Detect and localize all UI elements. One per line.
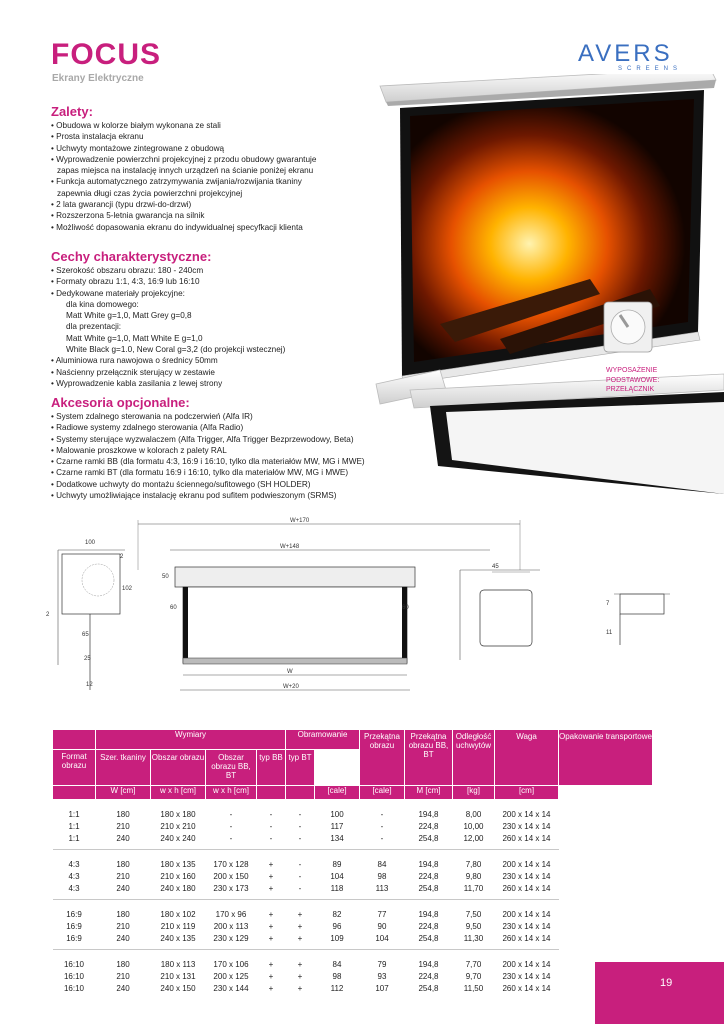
switch-caption: WYPOSAŻENIE PODSTAWOWE: PRZEŁĄCZNIK: [606, 367, 660, 393]
table-row: [53, 820, 653, 832]
table-cell: -: [380, 821, 384, 831]
dim-12: 12: [86, 682, 93, 688]
dim-w148: W+148: [280, 544, 300, 550]
table-cell: 12,00: [463, 833, 484, 843]
table-cell: 230 x 173: [213, 883, 249, 893]
table-cell: 230 x 14 x 14: [502, 821, 551, 831]
table-cell: 104: [375, 933, 389, 943]
table-cell: 16:9: [66, 933, 82, 943]
page-subtitle: Ekrany Elektryczne: [52, 73, 144, 84]
list-item: • Szerokość obszaru obrazu: 180 - 240cm: [51, 266, 204, 275]
table-cell: 84: [377, 859, 387, 869]
dim-50: 50: [162, 574, 169, 580]
unit: [cale]: [360, 786, 405, 800]
list-item: dla kina domowego:: [66, 299, 139, 309]
table-cell: 7,50: [465, 909, 482, 919]
table-cell: 200 x 113: [213, 921, 249, 931]
table-cell: -: [269, 809, 273, 819]
dim-25: 25: [84, 656, 91, 662]
table-cell: 230 x 129: [213, 933, 249, 943]
table-cell: -: [298, 871, 302, 881]
dim-2b: 2: [46, 612, 50, 618]
table-cell: 93: [377, 971, 387, 981]
table-cell: +: [268, 921, 274, 931]
table-cell: 1:1: [68, 821, 80, 831]
cechy-list: [51, 265, 285, 389]
table-cell: 194,8: [418, 909, 439, 919]
table-cell: 230 x 14 x 14: [502, 871, 551, 881]
unit: [kg]: [453, 786, 495, 800]
table-cell: 9,70: [465, 971, 482, 981]
table-cell: 100: [330, 809, 344, 819]
list-item: • Możliwość dopasowania ekranu do indywidualnej specyfkacji klienta: [51, 222, 303, 232]
table-cell: 254,8: [418, 983, 439, 993]
table-cell: 260 x 14 x 14: [502, 983, 551, 993]
table-cell: +: [268, 871, 274, 881]
cechy-heading: Cechy charakterystyczne:: [51, 249, 212, 264]
dim-11: 11: [606, 630, 613, 636]
list-item: • Uchwyty umożliwiające instalację ekranu pod sufitem podwieszonym (SRMS): [51, 491, 337, 501]
table-cell: 4:3: [68, 859, 80, 869]
list-item: • Prosta instalacja ekranu: [51, 132, 144, 142]
table-cell: 200 x 14 x 14: [502, 959, 551, 969]
table-cell: 240 x 180: [160, 883, 196, 893]
table-cell: 210: [116, 821, 130, 831]
table-cell: 240: [116, 833, 130, 843]
akcesoria-heading: Akcesoria opcjonalne:: [51, 395, 190, 410]
header-przekatna-bb: Przekątna obrazu BB, BT: [405, 730, 453, 786]
table-cell: 210: [116, 871, 130, 881]
list-item: • Naścienny przełącznik sterujący w zestawie: [51, 367, 215, 377]
table-cell: -: [269, 821, 273, 831]
table-cell: 230 x 14 x 14: [502, 971, 551, 981]
dim-65: 65: [82, 632, 89, 638]
table-row: [53, 970, 653, 982]
table-cell: -: [298, 859, 302, 869]
list-item: • Formaty obrazu 1:1, 4:3, 16:9 lub 16:10: [51, 277, 200, 287]
table-row: [53, 932, 653, 944]
table-cell: 180: [116, 909, 130, 919]
table-cell: 240 x 240: [160, 833, 196, 843]
table-cell: 224,8: [418, 971, 439, 981]
list-item: • Uchwyty montażowe zintegrowane z obudową: [51, 143, 225, 153]
product-photo: [360, 74, 724, 494]
table-cell: +: [268, 883, 274, 893]
table-cell: 200 x 150: [213, 871, 249, 881]
table-cell: +: [297, 971, 303, 981]
unit: w x h [cm]: [206, 786, 257, 800]
list-item: • Wyprowadzenie kabla zasilania z lewej strony: [51, 378, 223, 388]
table-cell: 260 x 14 x 14: [502, 883, 551, 893]
list-item: zapas miejsca na instalację innych urządzeń na ścianie poniżej ekranu: [57, 166, 314, 176]
list-item: • Radiowe systemy zdalnego sterowania (Alfa Radio): [51, 423, 244, 433]
list-item: dla prezentacji:: [66, 322, 122, 332]
list-item: • Dodatkowe uchwyty do montażu ściennego/sufitowego (SH HOLDER): [51, 479, 311, 489]
table-row: [53, 832, 653, 844]
table-cell: 230 x 144: [213, 983, 249, 993]
list-item: • Czarne ramki BB (dla formatu 4:3, 16:9 i 16:10, tylko dla materiałów MW, MG i MWE): [51, 457, 365, 467]
table-cell: 16:10: [63, 983, 85, 993]
table-cell: 194,8: [418, 859, 439, 869]
list-item: • 2 lata gwarancji (typu drzwi-do-drzwi): [51, 200, 192, 210]
header-waga: Waga: [495, 730, 559, 786]
table-cell: 7,70: [465, 959, 482, 969]
table-cell: -: [298, 809, 302, 819]
table-cell: 230 x 14 x 14: [502, 921, 551, 931]
table-cell: -: [380, 833, 384, 843]
list-item: • System zdalnego sterowania na podczerwień (Alfa IR): [51, 412, 253, 421]
table-cell: 9,80: [465, 871, 482, 881]
table-cell: 180 x 113: [160, 959, 196, 969]
list-item: • Wyprowadzenie powierzchni projekcyjnej z przodu obudowy gwarantuje: [51, 154, 317, 164]
table-cell: 9,50: [465, 921, 482, 931]
table-cell: 84: [332, 959, 342, 969]
table-cell: 104: [330, 871, 344, 881]
header-wymiary: Wymiary: [96, 730, 286, 750]
table-cell: 200 x 14 x 14: [502, 809, 551, 819]
table-cell: -: [229, 809, 233, 819]
table-cell: +: [268, 909, 274, 919]
header-obramowanie: Obramowanie: [286, 730, 360, 750]
table-cell: 210 x 160: [160, 871, 196, 881]
table-cell: 194,8: [418, 809, 439, 819]
table-cell: 254,8: [418, 883, 439, 893]
table-cell: 118: [330, 883, 344, 893]
table-cell: 254,8: [418, 933, 439, 943]
table-cell: 200 x 125: [213, 971, 249, 981]
table-cell: 210 x 131: [160, 971, 196, 981]
table-cell: 1:1: [68, 809, 80, 819]
table-cell: 10,00: [463, 821, 484, 831]
table-cell: 77: [377, 909, 387, 919]
table-cell: 113: [375, 883, 389, 893]
header-przekatna: Przekątna obrazu: [360, 730, 405, 786]
list-item: • Aluminiowa rura nawojowa o średnicy 50mm: [51, 356, 218, 366]
table-cell: 8,00: [465, 809, 482, 819]
table-cell: 210: [116, 921, 130, 931]
table-cell: -: [229, 821, 233, 831]
table-cell: 90: [377, 921, 387, 931]
table-cell: 82: [332, 909, 342, 919]
table-row: [53, 908, 653, 920]
table-cell: 98: [377, 871, 387, 881]
list-item: • Systemy sterujące wyzwalaczem (Alfa Trigger, Alfa Trigger Bezprzewodowy, Beta): [51, 434, 354, 444]
page-title: FOCUS: [51, 38, 161, 71]
table-cell: 107: [375, 983, 389, 993]
table-cell: +: [297, 983, 303, 993]
table-cell: 194,8: [418, 959, 439, 969]
list-item: Matt White g=1,0, Matt Grey g=0,8: [66, 311, 192, 321]
table-cell: +: [297, 921, 303, 931]
table-cell: 210 x 119: [160, 921, 196, 931]
table-cell: 117: [330, 821, 344, 831]
table-cell: 180: [116, 859, 130, 869]
table-cell: 254,8: [418, 833, 439, 843]
dim-60a: 60: [170, 605, 177, 611]
list-item: White Black g=1.0, New Coral g=3,2 (do projekcji wstecznej): [66, 345, 286, 355]
header-format: Format obrazu: [53, 750, 96, 786]
table-cell: 98: [332, 971, 342, 981]
table-cell: +: [268, 933, 274, 943]
list-item: • Rozszerzona 5-letnia gwarancja na silnik: [51, 211, 205, 221]
list-item: • Obudowa w kolorze białym wykonana ze stali: [51, 121, 221, 130]
table-cell: 170 x 106: [213, 959, 249, 969]
table-cell: +: [268, 983, 274, 993]
table-cell: -: [269, 833, 273, 843]
table-cell: -: [298, 883, 302, 893]
table-cell: -: [380, 809, 384, 819]
table-cell: 180 x 180: [160, 809, 196, 819]
table-cell: -: [298, 821, 302, 831]
dim-w: W: [287, 669, 293, 675]
table-row: [53, 982, 653, 994]
table-cell: 180 x 102: [160, 909, 196, 919]
table-cell: 11,30: [463, 933, 484, 943]
table-cell: 16:10: [63, 971, 85, 981]
unit: W [cm]: [96, 786, 151, 800]
akcesoria-list: [51, 411, 365, 501]
table-cell: 224,8: [418, 871, 439, 881]
table-cell: 4:3: [68, 883, 80, 893]
dim-102: 102: [122, 586, 133, 592]
dim-45: 45: [492, 564, 499, 570]
table-cell: 240: [116, 883, 130, 893]
table-cell: 260 x 14 x 14: [502, 933, 551, 943]
dim-w170: W+170: [290, 518, 310, 524]
spec-table: [52, 729, 653, 994]
table-cell: 260 x 14 x 14: [502, 833, 551, 843]
table-row: [53, 920, 653, 932]
table-cell: 210: [116, 971, 130, 981]
header-szer: Szer. tkaniny: [96, 750, 151, 786]
table-row: [53, 882, 653, 894]
unit: w x h [cm]: [151, 786, 206, 800]
header-obszar: Obszar obrazu: [151, 750, 206, 786]
table-cell: 11,50: [463, 983, 484, 993]
list-item: zapewnia długi czas życia powierzchni projekcyjnej: [57, 188, 243, 198]
table-cell: 4:3: [68, 871, 80, 881]
table-cell: -: [229, 833, 233, 843]
list-item: • Dedykowane materiały projekcyjne:: [51, 288, 185, 298]
header-opakowanie: Opakowanie transportowe: [559, 730, 653, 786]
table-cell: 240 x 150: [160, 983, 196, 993]
table-cell: 240 x 135: [160, 933, 196, 943]
dim-7: 7: [606, 601, 610, 607]
table-cell: 134: [330, 833, 344, 843]
table-cell: 109: [330, 933, 344, 943]
unit: [cale]: [315, 786, 360, 800]
table-cell: 16:10: [63, 959, 85, 969]
list-item: • Malowanie proszkowe w kolorach z palety RAL: [51, 445, 227, 455]
technical-drawing: [40, 510, 724, 700]
table-cell: +: [297, 959, 303, 969]
list-item: • Funkcja automatycznego zatrzymywania zwijania/rozwijania tkaniny: [51, 177, 302, 187]
table-cell: 224,8: [418, 821, 439, 831]
list-item: Matt White g=1,0, Matt White E g=1,0: [66, 333, 203, 343]
table-cell: 16:9: [66, 921, 82, 931]
table-row: [53, 808, 653, 820]
logo-sub: SCREENS: [618, 66, 683, 72]
page-number: 19: [660, 977, 673, 989]
table-cell: 112: [330, 983, 344, 993]
dim-100: 100: [85, 540, 96, 546]
zalety-heading: Zalety:: [51, 104, 93, 119]
table-cell: 200 x 14 x 14: [502, 909, 551, 919]
table-cell: -: [298, 833, 302, 843]
unit: M [cm]: [405, 786, 453, 800]
table-row: [53, 870, 653, 882]
table-cell: 11,70: [463, 883, 484, 893]
table-cell: +: [268, 859, 274, 869]
list-item: • Czarne ramki BT (dla formatu 16:9 i 16:10, tylko dla materiałów MW, MG i MWE): [51, 468, 349, 478]
table-cell: +: [268, 959, 274, 969]
header-typ-bb: typ BB: [257, 750, 286, 786]
page-number-box: [595, 962, 724, 1024]
zalety-list: [51, 120, 316, 233]
header-obszar-bb: Obszar obrazu BB, BT: [206, 750, 257, 786]
dim-60b: 60: [402, 605, 409, 611]
table-cell: +: [297, 933, 303, 943]
table-cell: 170 x 128: [213, 859, 249, 869]
table-cell: 210 x 210: [160, 821, 196, 831]
table-cell: 240: [116, 933, 130, 943]
table-cell: 16:9: [66, 909, 82, 919]
table-cell: 180 x 135: [160, 859, 196, 869]
table-cell: 180: [116, 959, 130, 969]
table-row: [53, 958, 653, 970]
table-cell: 200 x 14 x 14: [502, 859, 551, 869]
header-odleglosc: Odległość uchwytów: [453, 730, 495, 786]
table-cell: 89: [332, 859, 342, 869]
unit: [cm]: [495, 786, 559, 800]
table-cell: 224,8: [418, 921, 439, 931]
table-row: [53, 858, 653, 870]
dim-2a: 2: [120, 554, 124, 560]
table-cell: 240: [116, 983, 130, 993]
header-typ-bt: typ BT: [286, 750, 315, 786]
table-cell: 7,80: [465, 859, 482, 869]
table-cell: 79: [377, 959, 387, 969]
table-cell: 1:1: [68, 833, 80, 843]
table-cell: 170 x 96: [215, 909, 247, 919]
table-cell: +: [297, 909, 303, 919]
table-cell: 180: [116, 809, 130, 819]
table-cell: +: [268, 971, 274, 981]
table-cell: 96: [332, 921, 342, 931]
logo-name: AVERS: [578, 40, 673, 67]
dim-w20: W+20: [283, 684, 299, 690]
